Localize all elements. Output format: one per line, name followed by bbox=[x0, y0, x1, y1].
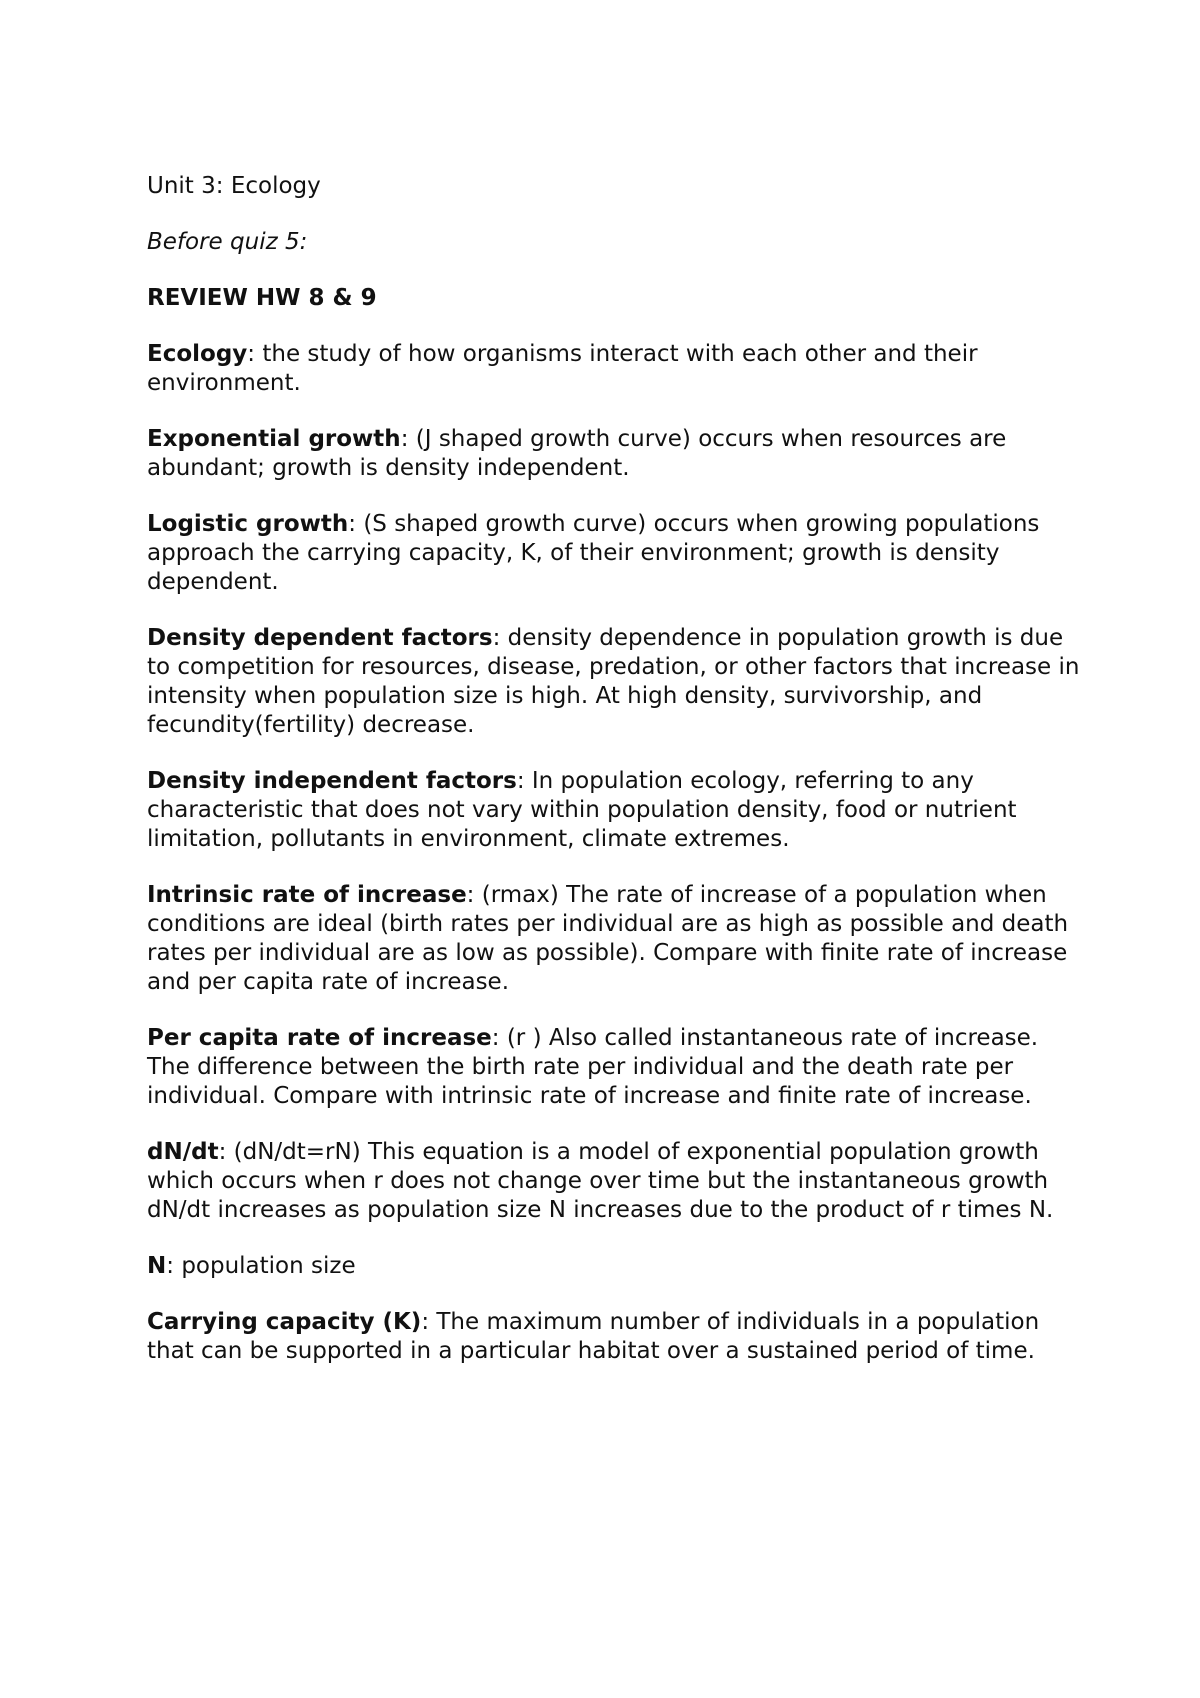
document-title: Unit 3: Ecology bbox=[147, 173, 321, 199]
term-definition: (rmax) The rate of increase of a population when conditions are ideal (birth rates per individual are as high as possible and death rates per individual are as low as possible). Compare with finite rate of increase and per capita rate of increase. bbox=[147, 882, 1069, 995]
term-definition: the study of how organisms interact with each other and their environment. bbox=[147, 341, 978, 396]
document-subtitle: Before quiz 5: bbox=[147, 229, 308, 255]
term-name: Carrying capacity (K) bbox=[147, 1309, 422, 1335]
term-logistic-growth: Logistic growth: (S shaped growth curve) occurs when growing populations approach the carrying capacity, K, of their environment; growth is density dependent. bbox=[147, 511, 1040, 595]
term-definition: (S shaped growth curve) occurs when growing populations approach the carrying capacity, K, of their environment; growth is density dependent. bbox=[147, 511, 1040, 595]
term-name: Density independent factors bbox=[147, 768, 517, 794]
term-definition: (r ) Also called instantaneous rate of increase. The difference between the birth rate per individual and the death rate per individual. Compare with intrinsic rate of increase and finite rate of increase. bbox=[147, 1025, 1039, 1109]
term-intrinsic-rate-of-increase: Intrinsic rate of increase: (rmax) The rate of increase of a population when conditions are ideal (birth rates per individual are as high as possible and death rates per individual are as low as possible). Compare with finite rate of increase and per capita rate of increase. bbox=[147, 882, 1069, 995]
review-heading: REVIEW HW 8 & 9 bbox=[147, 285, 377, 311]
term-density-independent-factors: Density independent factors: In population ecology, referring to any characteristic that does not vary within population density, food or nutrient limitation, pollutants in environment, climate extremes. bbox=[147, 768, 1017, 852]
term-exponential-growth: Exponential growth: (J shaped growth curve) occurs when resources are abundant; growth is density independent. bbox=[147, 426, 1007, 481]
term-ecology: Ecology: the study of how organisms interact with each other and their environment. bbox=[147, 341, 978, 396]
term-definition: density dependence in population growth is due to competition for resources, disease, predation, or other factors that increase in intensity when population size is high. At high density, survivorship, and fecundity(fertility) decrease. bbox=[147, 625, 1080, 738]
term-per-capita-rate-of-increase: Per capita rate of increase: (r ) Also called instantaneous rate of increase. The difference between the birth rate per individual and the death rate per individual. Compare with intrinsic rate of increase and finite rate of increase. bbox=[147, 1025, 1039, 1109]
term-definition: (dN/dt=rN) This equation is a model of exponential population growth which occurs when r does not change over time but the instantaneous growth dN/dt increases as population size N increases due to the product of r times N. bbox=[147, 1139, 1054, 1223]
term-definition: The maximum number of individuals in a population that can be supported in a particular habitat over a sustained period of time. bbox=[147, 1309, 1040, 1364]
term-carrying-capacity: Carrying capacity (K): The maximum number of individuals in a population that can be supported in a particular habitat over a sustained period of time. bbox=[147, 1309, 1040, 1364]
term-definition: (J shaped growth curve) occurs when resources are abundant; growth is density independent. bbox=[147, 426, 1007, 481]
term-density-dependent-factors: Density dependent factors: density dependence in population growth is due to competition for resources, disease, predation, or other factors that increase in intensity when population size is high. At high density, survivorship, and fecundity(fertility) decrease. bbox=[147, 625, 1080, 738]
term-name: N bbox=[147, 1253, 167, 1279]
term-name: Density dependent factors bbox=[147, 625, 493, 651]
term-n: N: population size bbox=[147, 1253, 356, 1279]
term-name: Intrinsic rate of increase bbox=[147, 882, 467, 908]
term-dn-dt: dN/dt: (dN/dt=rN) This equation is a model of exponential population growth which occurs when r does not change over time but the instantaneous growth dN/dt increases as population size N increases due to the product of r times N. bbox=[147, 1139, 1054, 1223]
term-name: Exponential growth bbox=[147, 426, 401, 452]
term-name: Logistic growth bbox=[147, 511, 349, 537]
term-name: Per capita rate of increase bbox=[147, 1025, 492, 1051]
term-definition: In population ecology, referring to any characteristic that does not vary within population density, food or nutrient limitation, pollutants in environment, climate extremes. bbox=[147, 768, 1017, 852]
term-name: dN/dt bbox=[147, 1139, 219, 1165]
document-page bbox=[147, 172, 1087, 1393]
term-definition: population size bbox=[181, 1253, 356, 1279]
term-name: Ecology bbox=[147, 341, 248, 367]
